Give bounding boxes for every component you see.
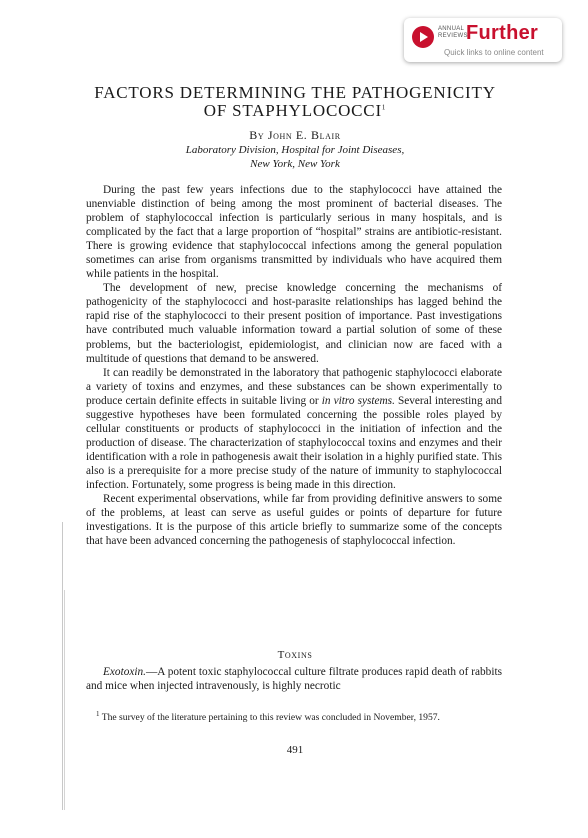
paragraph-2: The development of new, precise knowledge concerning the mechanisms of pathogenicity of the staphylococci and host-parasite relationships has lagged behind the rapid rise of the staphylococci to their present position of importance. Past investigations have contributed much valuable information toward a partial solution of some of these problems, but the bacteriologist, epidemiologist, and clinician now are faced with a multitude of questions that demand to be answered. [86, 282, 502, 365]
article-body [86, 183, 502, 548]
paragraph-3: It can readily be demonstrated in the laboratory that pathogenic staphylococci elaborate a variety of toxins and enzymes, and these substances can be shown experimentally to produce certain definite effects in suitable living or in vitro systems. Several interesting and suggestive hypotheses have been formulated concerning the possible roles played by cellular constituents or products of staphylococci in the initiation of infection and the production of disease. The characterization of staphylococcal toxins and enzymes and their identification with a role in pathogenesis await their isolation in a highly purified state. This also is a prerequisite for a more precise study of the nature of immunity to staphylococcal infection. Fortunately, some progress is being made in this direction. [86, 366, 502, 491]
badge-publisher: ANNUAL REVIEWS [438, 26, 468, 39]
section-body [86, 665, 502, 693]
margin-rule-secondary [64, 590, 65, 810]
paragraph-4: Recent experimental observations, while far from providing definitive answers to some of the problems, at least can serve as useful guides or points of departure for future investigations. It is the purpose of this article briefly to summarize some of the concepts that have been advanced concerning the pathogenesis of staphylococcal infection. [86, 493, 502, 548]
footnote: $^1$ The survey of the literature pertaining to this review was concluded in November, 1957. [96, 709, 440, 723]
annual-reviews-further-badge[interactable] [404, 18, 562, 62]
margin-rule [62, 522, 63, 810]
author-line: By John E. Blair [249, 128, 341, 142]
play-logo-icon [412, 26, 434, 48]
badge-brand: Further [466, 22, 539, 44]
section-heading-toxins: Toxins [277, 649, 313, 661]
affiliation: Laboratory Division, Hospital for Joint Diseases, New York, New York [185, 144, 405, 170]
paragraph-exotoxin: Exotoxin.—A potent toxic staphylococcal culture filtrate produces rapid death of rabbits and mice when injected intravenously, is highly necrotic [86, 666, 502, 693]
title-footnote-mark: 1 [381, 103, 387, 112]
article-title: FACTORS DETERMINING THE PATHOGENICITY OF STAPHYLOCOCCI$^1$ [94, 83, 496, 120]
page-number: 491 [286, 744, 304, 756]
paragraph-1: During the past few years infections due to the staphylococci have attained the unenviable distinction of being among the most prominent of bacterial diseases. The problem of staphylococcal infection is particularly serious in many hospitals, and is complicated by the fact that a large proportion of “hospital” strains are antibiotic-resistant. There is growing evidence that staphylococcal infections among the general population sometimes can arise from organisms transmitted by individuals who have acquired them while patients in the hospital. [86, 184, 502, 281]
badge-tagline: Quick links to online content [444, 48, 544, 57]
